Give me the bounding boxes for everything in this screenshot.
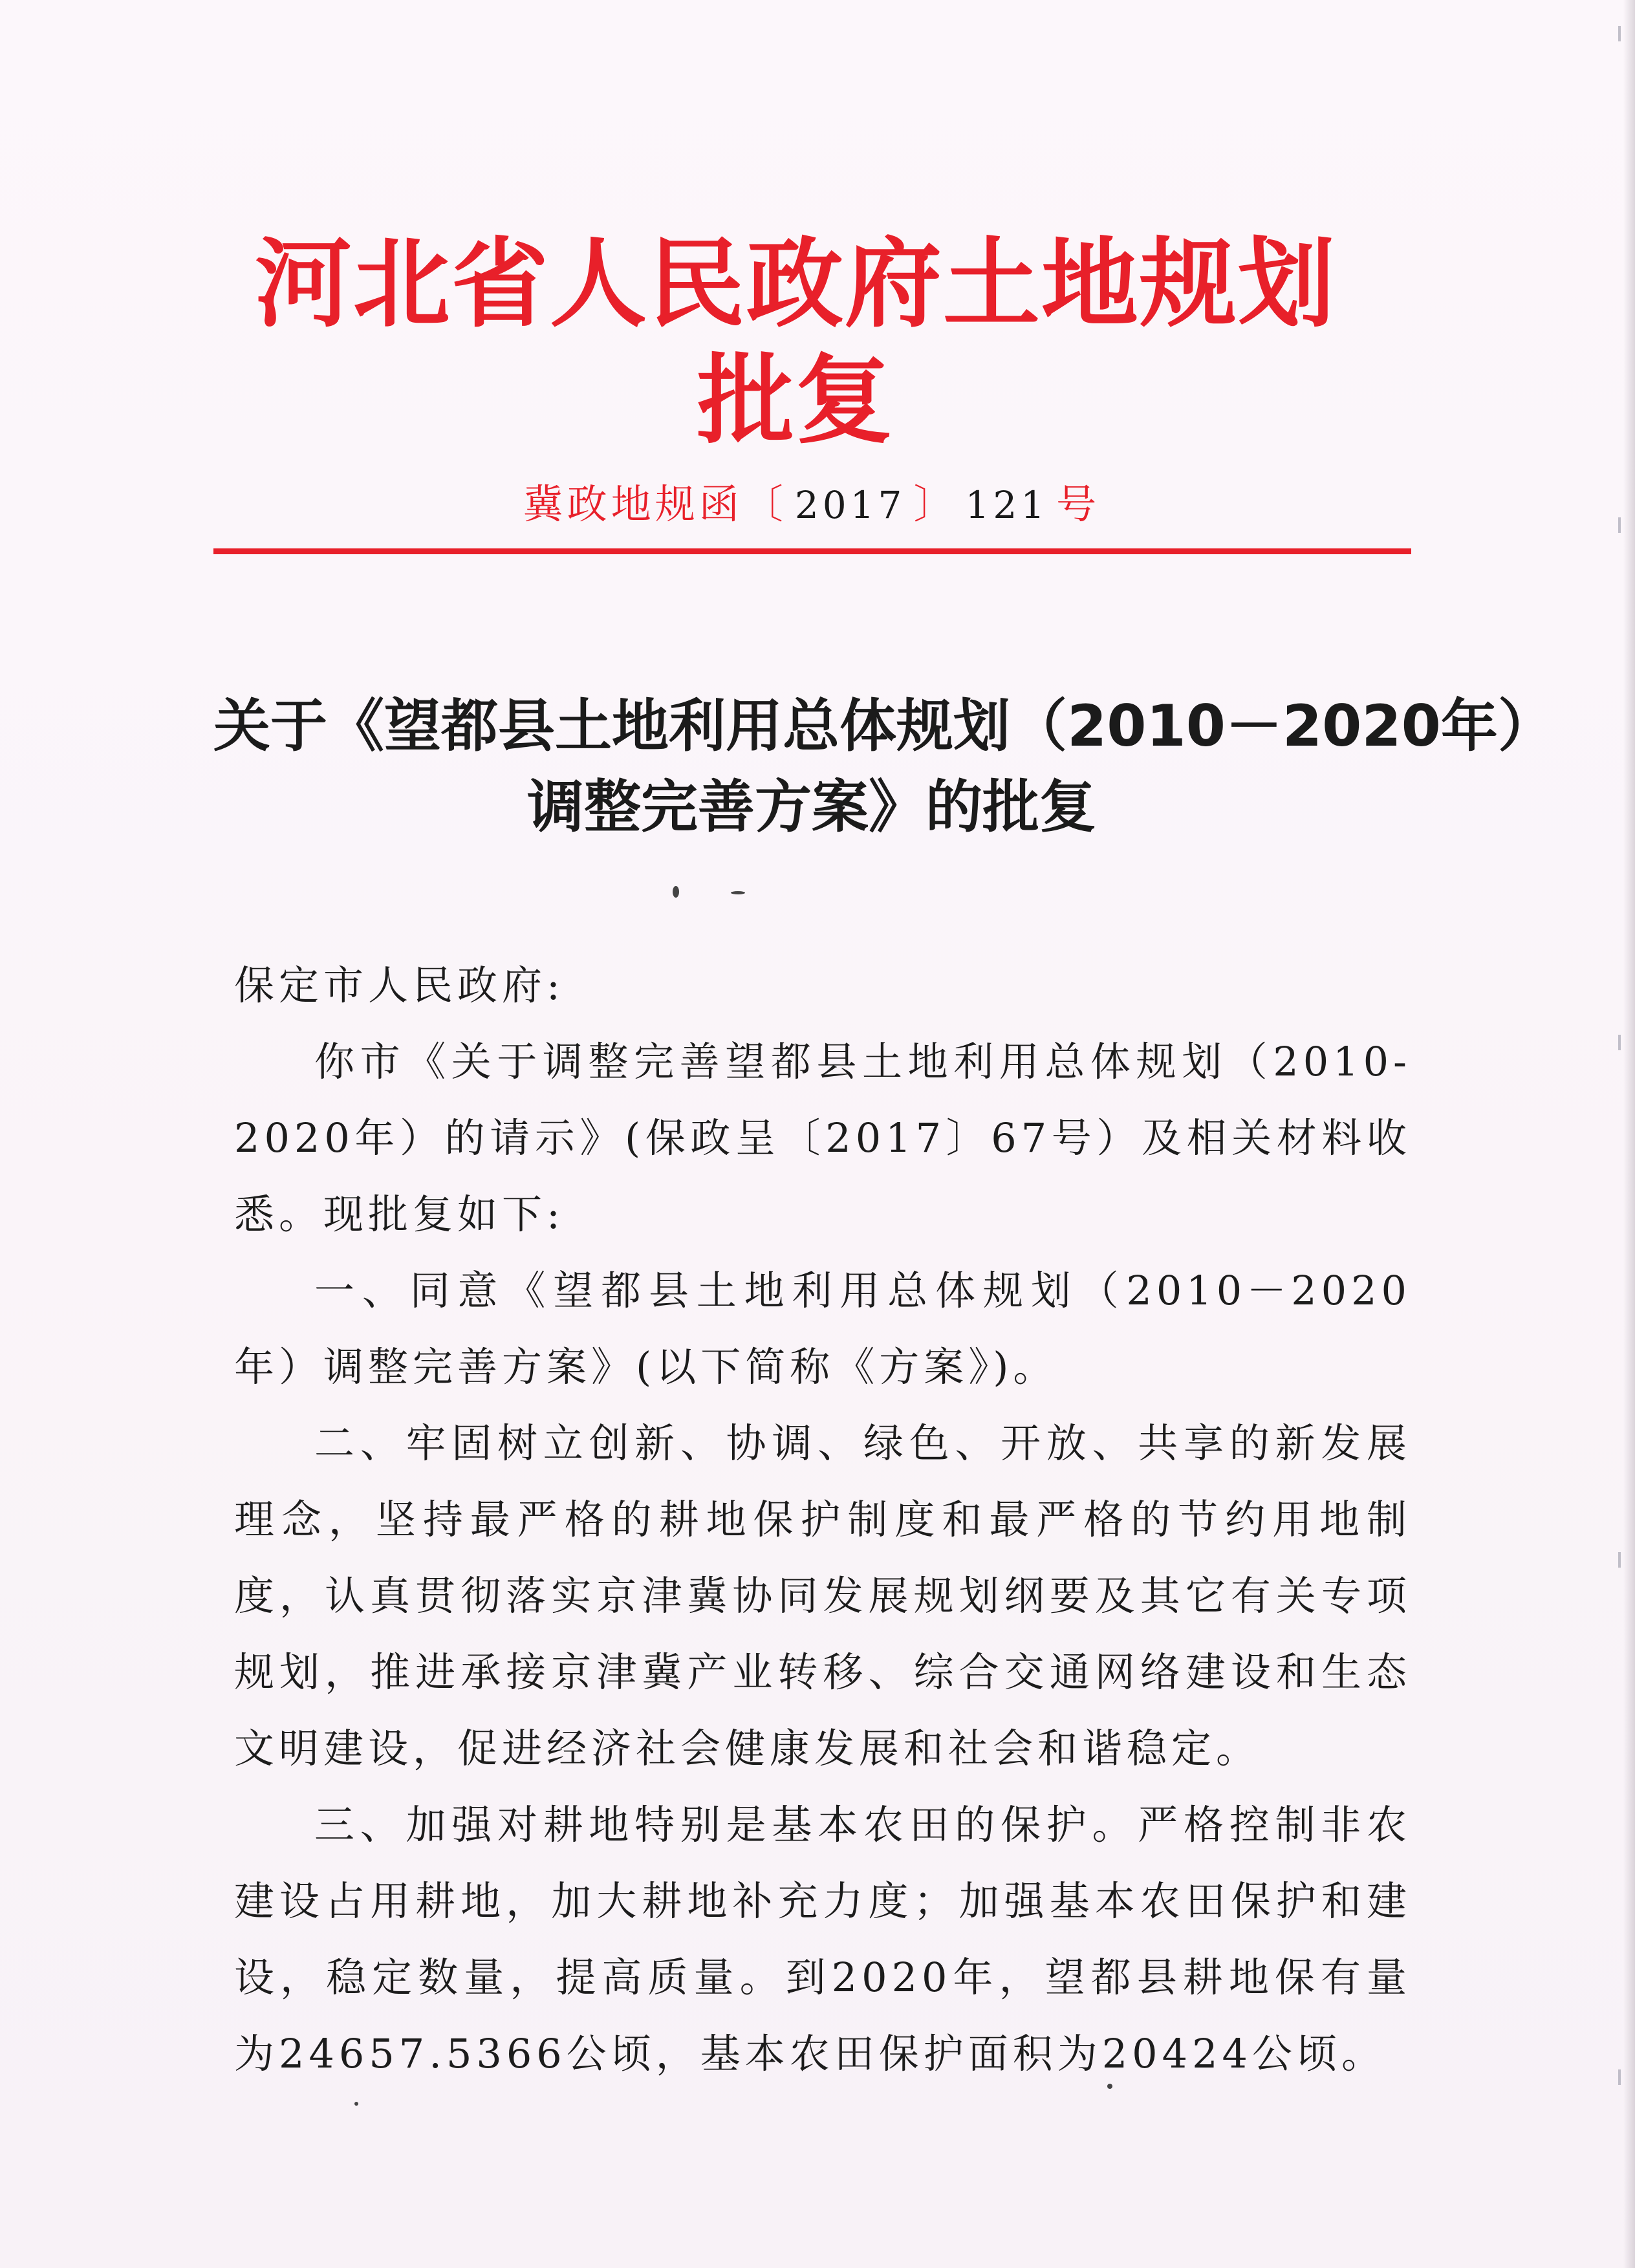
document-number	[213, 479, 1410, 531]
title-line-1: 关于《望都县土地利用总体规划（2010－2020年）	[213, 693, 1555, 759]
doc-number-seq: 121	[965, 483, 1049, 527]
bracket-close: 〕	[913, 481, 958, 528]
edge-mark	[1618, 517, 1621, 533]
edge-mark	[1618, 1552, 1621, 1568]
agency-title: 河北省人民政府土地规划批复	[254, 228, 1336, 457]
edge-mark	[1618, 26, 1621, 41]
bracket-open: 〔	[742, 481, 787, 528]
doc-number-prefix: 冀政地规函	[523, 481, 743, 528]
red-divider-line	[213, 548, 1411, 554]
scan-speck	[673, 886, 679, 898]
edge-mark	[1618, 1035, 1621, 1050]
document-title	[213, 686, 1555, 847]
body-paragraph: 你市《关于调整完善望都县土地利用总体规划（2010-2020年）的请示》(保政呈〔2017〕67号）及相关材料收悉。现批复如下:	[234, 1038, 1411, 1238]
page-edge-shadow	[1623, 0, 1635, 2268]
doc-number-year: 2017	[794, 483, 906, 527]
doc-number-suffix: 号	[1056, 481, 1101, 528]
scan-speck	[1107, 2084, 1112, 2089]
body-paragraph: 三、加强对耕地特别是基本农田的保护。严格控制非农建设占用耕地，加大耕地补充力度；加强基本农田保护和建设，稳定数量，提高质量。到2020年，望都县耕地保有量为24657.5366公顷，基本农田保护面积为20424公顷。	[234, 1801, 1411, 2077]
body-paragraph: 一、同意《望都县土地利用总体规划（2010－2020年）调整完善方案》(以下简称《方案》)。	[234, 1267, 1411, 1390]
scan-speck	[354, 2102, 358, 2106]
edge-mark	[1618, 2069, 1621, 2085]
body-paragraph: 二、牢固树立创新、协调、绿色、开放、共享的新发展理念，坚持最严格的耕地保护制度和最严格的节约用地制度，认真贯彻落实京津冀协同发展规划纲要及其它有关专项规划，推进承接京津冀产业转移、综合交通网络建设和生态文明建设，促进经济社会健康发展和社会和谐稳定。	[234, 1420, 1411, 1772]
title-line-2: 调整完善方案》的批复	[526, 773, 1096, 840]
document-body	[234, 947, 1411, 2092]
scan-speck	[731, 891, 745, 894]
salutation: 保定市人民政府:	[234, 962, 565, 1009]
